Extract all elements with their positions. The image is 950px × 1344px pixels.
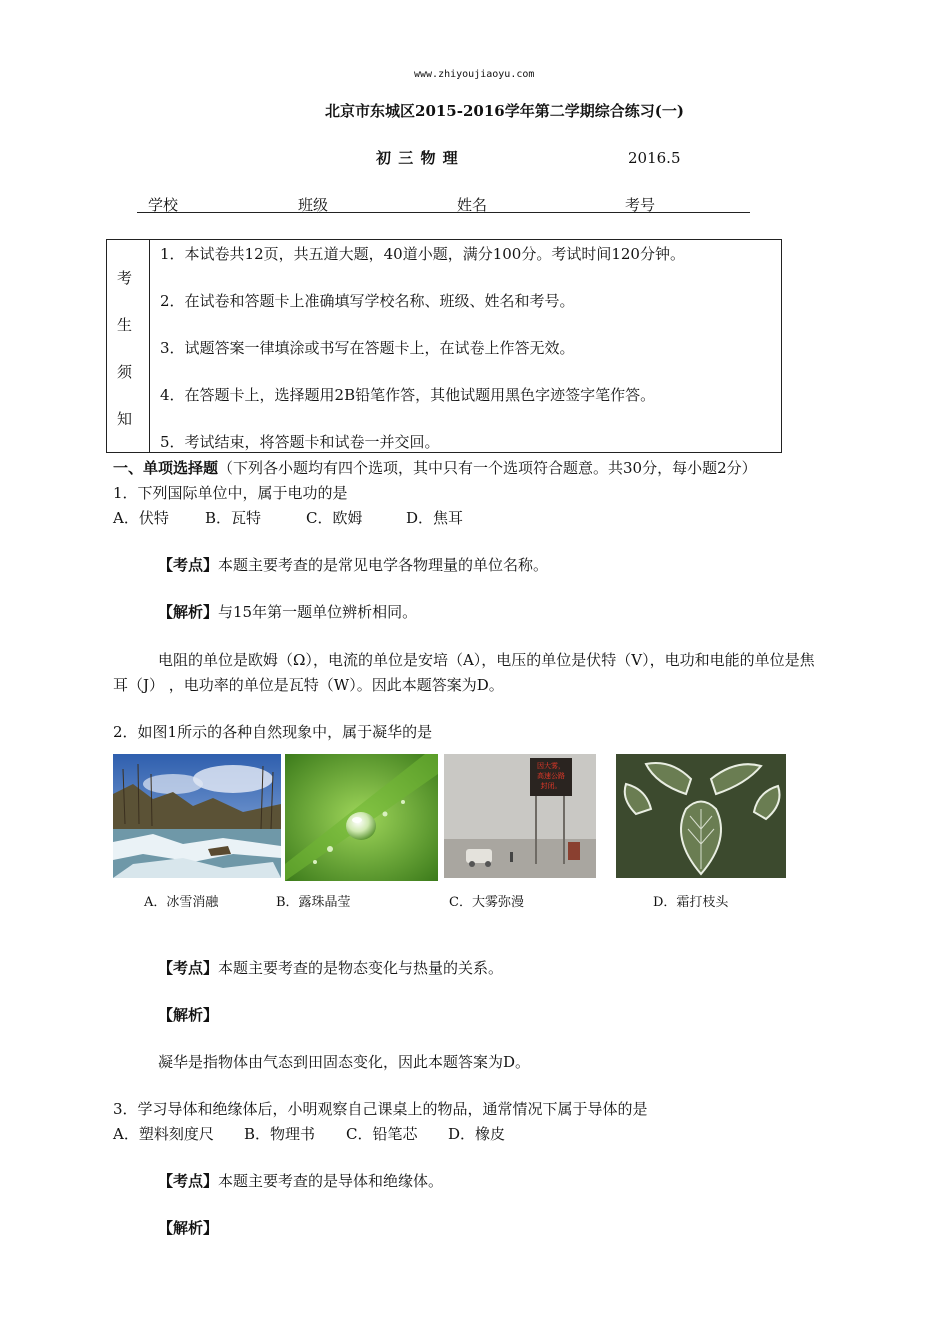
info-underline bbox=[137, 212, 750, 213]
notice-item: 4．在答题卡上，选择题用2B铅笔作答，其他试题用黑色字迹签字笔作答。 bbox=[160, 386, 656, 404]
jiexi-text: 与15年第一题单位辨析相同。 bbox=[218, 603, 418, 621]
option-a: A．塑料刻度尺 bbox=[113, 1125, 214, 1143]
notice-label-char: 考 bbox=[117, 269, 133, 287]
section-instruction: （下列各小题均有四个选项，其中只有一个选项符合题意。共30分，每小题2分） bbox=[218, 459, 757, 477]
notice-box bbox=[106, 239, 782, 453]
fog-sign-text: 因大雾， bbox=[537, 762, 565, 770]
option-a: A．伏特 bbox=[113, 509, 169, 527]
explanation-text: 耳（J） ，电功率的单位是瓦特（W）。因此本题答案为D。 bbox=[113, 676, 504, 694]
notice-divider bbox=[149, 240, 150, 452]
caption-d: D．霜打枝头 bbox=[653, 895, 729, 910]
question-stem: 1．下列国际单位中，属于电功的是 bbox=[113, 484, 348, 502]
notice-label-char: 生 bbox=[117, 316, 133, 334]
exam-number-label: 考号 bbox=[625, 196, 656, 214]
photo-dew-drop bbox=[285, 754, 438, 881]
kaodian-tag: 【考点】 bbox=[158, 959, 219, 977]
option-c: C．欧姆 bbox=[306, 509, 363, 527]
name-label: 姓名 bbox=[457, 196, 488, 214]
caption-a: A．冰雪消融 bbox=[144, 895, 219, 910]
fog-sign-text: 封闭。 bbox=[540, 782, 562, 790]
subject-title: 初 三 物 理 bbox=[376, 149, 459, 167]
section-title: 一、单项选择题 bbox=[113, 459, 219, 477]
kaodian-line bbox=[158, 555, 548, 575]
option-b: B．瓦特 bbox=[205, 509, 262, 527]
photo-melting-ice bbox=[113, 754, 281, 878]
option-d: D．橡皮 bbox=[448, 1125, 506, 1143]
jiexi-tag: 【解析】 bbox=[158, 603, 219, 621]
explanation-text: 凝华是指物体由气态到田固态变化，因此本题答案为D。 bbox=[158, 1053, 531, 1071]
option-b: B．物理书 bbox=[244, 1125, 316, 1143]
kaodian-line bbox=[158, 1171, 443, 1191]
notice-item: 1．本试卷共12页，共五道大题，40道小题，满分100分。考试时间120分钟。 bbox=[160, 245, 685, 263]
notice-item: 5．考试结束，将答题卡和试卷一并交回。 bbox=[160, 433, 440, 451]
kaodian-tag: 【考点】 bbox=[158, 1172, 219, 1190]
option-c: C．铅笔芯 bbox=[346, 1125, 418, 1143]
kaodian-tag: 【考点】 bbox=[158, 556, 219, 574]
caption-b: B．露珠晶莹 bbox=[276, 895, 351, 910]
kaodian-text: 本题主要考查的是物态变化与热量的关系。 bbox=[218, 959, 504, 977]
jiexi-tag: 【解析】 bbox=[158, 1219, 219, 1237]
photo-heavy-fog bbox=[444, 754, 596, 878]
notice-label-char: 须 bbox=[117, 363, 133, 381]
kaodian-line bbox=[158, 958, 503, 978]
jiexi-tag: 【解析】 bbox=[158, 1006, 219, 1024]
jiexi-line bbox=[158, 602, 417, 622]
exam-date: 2016.5 bbox=[628, 149, 681, 167]
notice-item: 2．在试卷和答题卡上准确填写学校名称、班级、姓名和考号。 bbox=[160, 292, 575, 310]
header-url: www.zhiyoujiaoyu.com bbox=[414, 69, 535, 80]
option-d: D．焦耳 bbox=[406, 509, 464, 527]
explanation-text: 电阻的单位是欧姆（Ω），电流的单位是安培（A），电压的单位是伏特（V），电功和电能的单位是焦 bbox=[158, 651, 815, 669]
caption-c: C．大雾弥漫 bbox=[449, 895, 524, 910]
kaodian-text: 本题主要考查的是常见电学各物理量的单位名称。 bbox=[218, 556, 549, 574]
section-heading bbox=[113, 458, 757, 478]
class-label: 班级 bbox=[298, 196, 329, 214]
photo-frost-leaves bbox=[616, 754, 786, 878]
fog-sign-text: 高速公路 bbox=[537, 772, 565, 780]
notice-label-char: 知 bbox=[117, 410, 133, 428]
page-title: 北京市东城区2015-2016学年第二学期综合练习(一) bbox=[325, 102, 684, 120]
notice-item: 3．试题答案一律填涂或书写在答题卡上，在试卷上作答无效。 bbox=[160, 339, 575, 357]
question-stem: 3．学习导体和绝缘体后，小明观察自己课桌上的物品，通常情况下属于导体的是 bbox=[113, 1100, 648, 1118]
question-stem: 2．如图1所示的各种自然现象中，属于凝华的是 bbox=[113, 723, 433, 741]
kaodian-text: 本题主要考查的是导体和绝缘体。 bbox=[218, 1172, 444, 1190]
school-label: 学校 bbox=[148, 196, 179, 214]
